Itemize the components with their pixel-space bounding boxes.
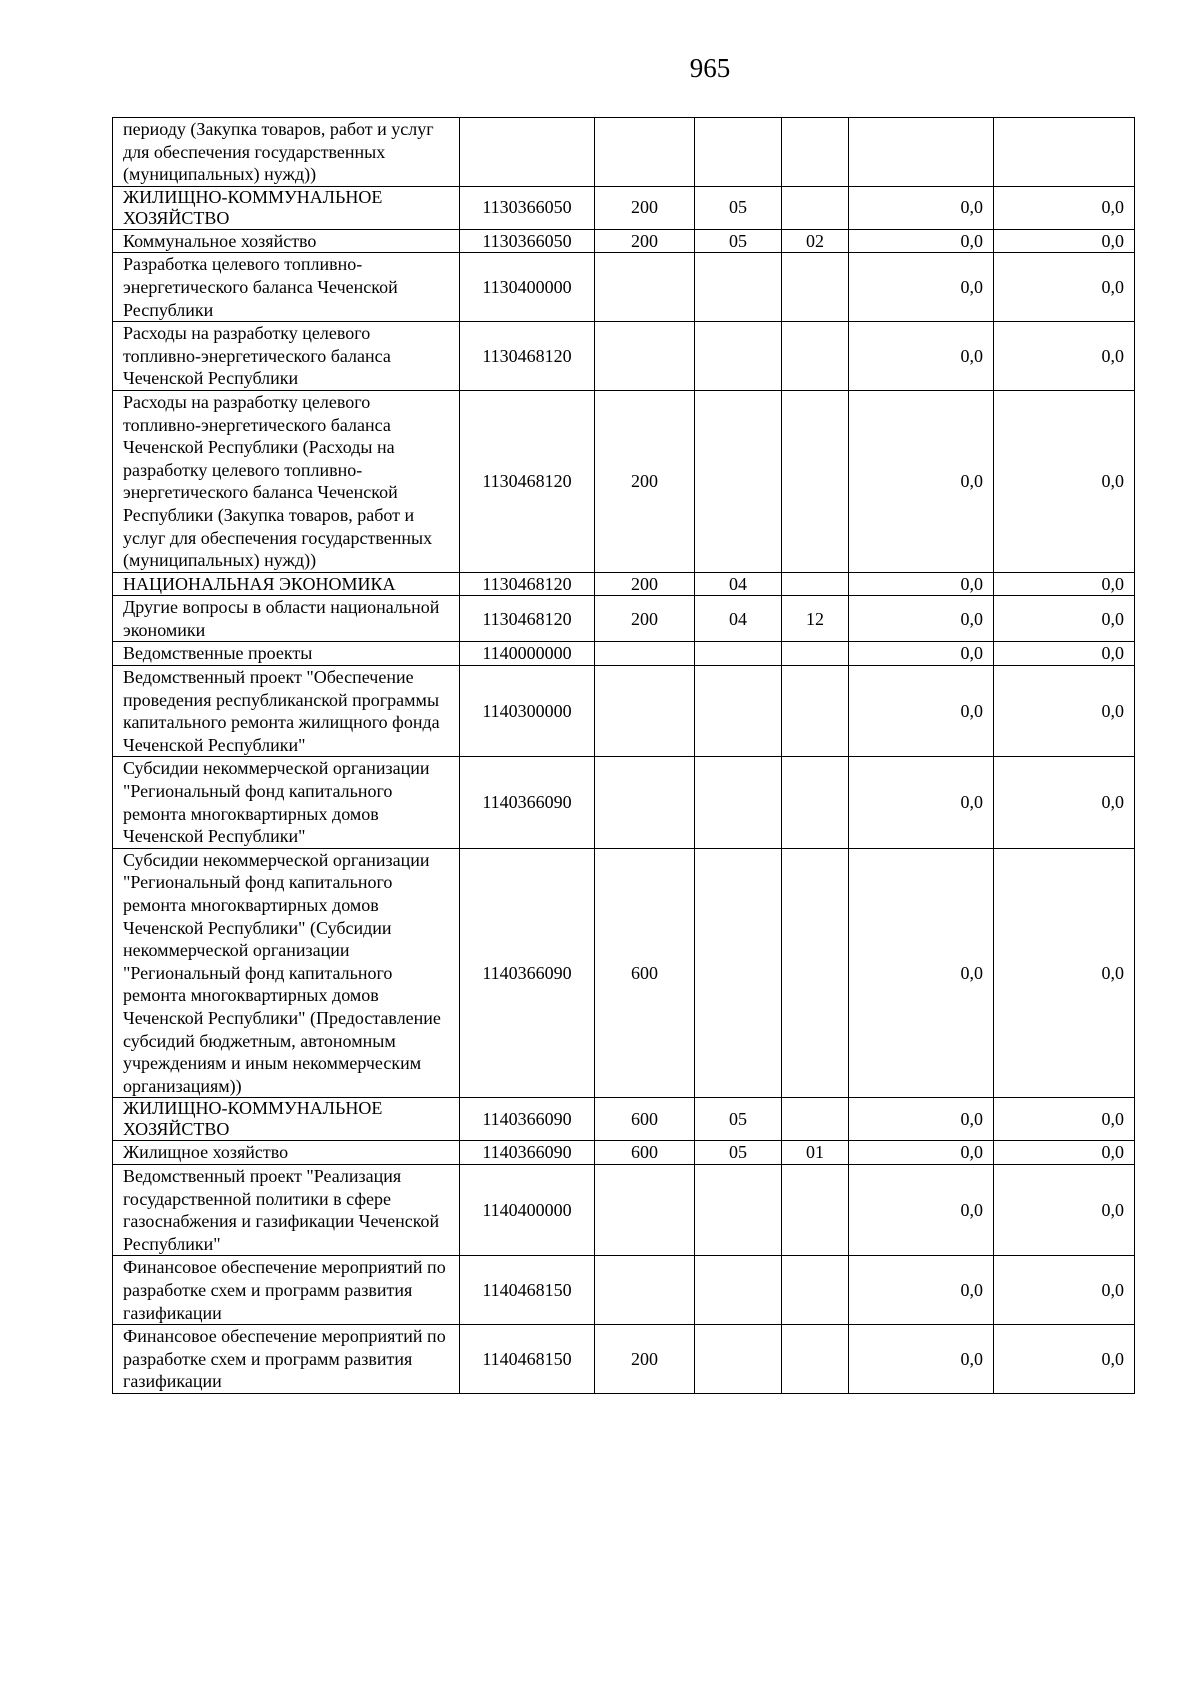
section-cell: 05 [695, 229, 782, 253]
item-name-cell: Финансовое обеспечение мероприятий по разработке схем и программ развития газификации [113, 1325, 460, 1394]
amount-year1-cell: 0,0 [849, 642, 994, 666]
section-cell [695, 118, 782, 187]
item-name-cell: Расходы на разработку целевого топливно-энергетического баланса Чеченской Республики (Расходы на разработку целевого топливно-энергетического баланса Чеченской Республики (Закупка товаров, работ и услуг для обеспечения государственных (муниципальных) нужд)) [113, 390, 460, 572]
subsection-cell [782, 1164, 849, 1255]
target-article-cell: 1130468120 [460, 596, 595, 642]
subsection-cell [782, 186, 849, 229]
item-name-cell: Ведомственный проект "Реализация государственной политики в сфере газоснабжения и газификации Чеченской Республики" [113, 1164, 460, 1255]
item-name-cell: Субсидии некоммерческой организации "Региональный фонд капитального ремонта многоквартирных домов Чеченской Республики" [113, 757, 460, 848]
amount-year2-cell: 0,0 [994, 1141, 1135, 1165]
amount-year2-cell: 0,0 [994, 390, 1135, 572]
amount-year2-cell: 0,0 [994, 666, 1135, 757]
expense-type-cell: 200 [595, 229, 695, 253]
amount-year2-cell: 0,0 [994, 229, 1135, 253]
amount-year1-cell: 0,0 [849, 390, 994, 572]
item-name-cell: НАЦИОНАЛЬНАЯ ЭКОНОМИКА [113, 572, 460, 596]
item-name-cell: Финансовое обеспечение мероприятий по разработке схем и программ развития газификации [113, 1256, 460, 1325]
table-row [113, 253, 1135, 322]
target-article-cell: 1130468120 [460, 572, 595, 596]
expense-type-cell [595, 642, 695, 666]
subsection-cell [782, 848, 849, 1098]
section-cell: 04 [695, 572, 782, 596]
section-cell [695, 1325, 782, 1394]
amount-year2-cell [994, 118, 1135, 187]
amount-year1-cell: 0,0 [849, 572, 994, 596]
section-cell: 05 [695, 1098, 782, 1141]
budget-table [112, 117, 1135, 1394]
table-row [113, 572, 1135, 596]
target-article-cell: 1130400000 [460, 253, 595, 322]
table-body [113, 118, 1135, 1394]
amount-year1-cell: 0,0 [849, 848, 994, 1098]
expense-type-cell: 200 [595, 390, 695, 572]
table-row [113, 186, 1135, 229]
amount-year2-cell: 0,0 [994, 1256, 1135, 1325]
amount-year1-cell: 0,0 [849, 1164, 994, 1255]
subsection-cell [782, 1098, 849, 1141]
amount-year1-cell: 0,0 [849, 253, 994, 322]
expense-type-cell [595, 1256, 695, 1325]
expense-type-cell [595, 322, 695, 391]
expense-type-cell: 600 [595, 848, 695, 1098]
table-row [113, 642, 1135, 666]
amount-year2-cell: 0,0 [994, 1325, 1135, 1394]
table-row [113, 1098, 1135, 1141]
amount-year2-cell: 0,0 [994, 848, 1135, 1098]
amount-year2-cell: 0,0 [994, 596, 1135, 642]
table-row [113, 1141, 1135, 1165]
subsection-cell [782, 390, 849, 572]
section-cell: 04 [695, 596, 782, 642]
expense-type-cell: 200 [595, 186, 695, 229]
target-article-cell: 1130366050 [460, 229, 595, 253]
target-article-cell: 1140468150 [460, 1325, 595, 1394]
amount-year1-cell [849, 118, 994, 187]
amount-year1-cell: 0,0 [849, 186, 994, 229]
section-cell: 05 [695, 1141, 782, 1165]
target-article-cell: 1140366090 [460, 757, 595, 848]
subsection-cell [782, 253, 849, 322]
amount-year2-cell: 0,0 [994, 322, 1135, 391]
amount-year2-cell: 0,0 [994, 572, 1135, 596]
target-article-cell: 1140400000 [460, 1164, 595, 1255]
subsection-cell [782, 1325, 849, 1394]
table-row [113, 596, 1135, 642]
amount-year1-cell: 0,0 [849, 1098, 994, 1141]
target-article-cell: 1140366090 [460, 848, 595, 1098]
expense-type-cell: 200 [595, 572, 695, 596]
table-row [113, 848, 1135, 1098]
target-article-cell: 1130468120 [460, 322, 595, 391]
target-article-cell [460, 118, 595, 187]
item-name-cell: периоду (Закупка товаров, работ и услуг для обеспечения государственных (муниципальных) нужд)) [113, 118, 460, 187]
expense-type-cell: 600 [595, 1098, 695, 1141]
expense-type-cell [595, 1164, 695, 1255]
section-cell [695, 322, 782, 391]
page-number: 965 [689, 53, 731, 83]
subsection-cell: 01 [782, 1141, 849, 1165]
expense-type-cell: 200 [595, 596, 695, 642]
target-article-cell: 1140468150 [460, 1256, 595, 1325]
table-row [113, 229, 1135, 253]
amount-year1-cell: 0,0 [849, 757, 994, 848]
subsection-cell [782, 757, 849, 848]
amount-year2-cell: 0,0 [994, 253, 1135, 322]
expense-type-cell [595, 118, 695, 187]
amount-year1-cell: 0,0 [849, 666, 994, 757]
subsection-cell [782, 322, 849, 391]
amount-year2-cell: 0,0 [994, 642, 1135, 666]
table-row [113, 1325, 1135, 1394]
item-name-cell: ЖИЛИЩНО-КОММУНАЛЬНОЕ ХОЗЯЙСТВО [113, 1098, 460, 1141]
amount-year1-cell: 0,0 [849, 1141, 994, 1165]
table-row [113, 757, 1135, 848]
amount-year2-cell: 0,0 [994, 1164, 1135, 1255]
expense-type-cell [595, 666, 695, 757]
amount-year1-cell: 0,0 [849, 322, 994, 391]
target-article-cell: 1130366050 [460, 186, 595, 229]
item-name-cell: ЖИЛИЩНО-КОММУНАЛЬНОЕ ХОЗЯЙСТВО [113, 186, 460, 229]
item-name-cell: Жилищное хозяйство [113, 1141, 460, 1165]
table-row [113, 666, 1135, 757]
section-cell [695, 666, 782, 757]
table-row [113, 1164, 1135, 1255]
amount-year1-cell: 0,0 [849, 229, 994, 253]
item-name-cell: Разработка целевого топливно-энергетического баланса Чеченской Республики [113, 253, 460, 322]
expense-type-cell: 200 [595, 1325, 695, 1394]
section-cell [695, 390, 782, 572]
target-article-cell: 1140366090 [460, 1098, 595, 1141]
amount-year1-cell: 0,0 [849, 1256, 994, 1325]
subsection-cell [782, 118, 849, 187]
section-cell [695, 848, 782, 1098]
expense-type-cell: 600 [595, 1141, 695, 1165]
subsection-cell: 12 [782, 596, 849, 642]
expense-type-cell [595, 253, 695, 322]
table-row [113, 390, 1135, 572]
item-name-cell: Ведомственные проекты [113, 642, 460, 666]
table-row [113, 322, 1135, 391]
amount-year2-cell: 0,0 [994, 1098, 1135, 1141]
item-name-cell: Субсидии некоммерческой организации "Региональный фонд капитального ремонта многоквартирных домов Чеченской Республики" (Субсидии некоммерческой организации "Региональный фонд капитального ремонта многоквартирных домов Чеченской Республики" (Предоставление субсидий бюджетным, автономным учреждениям и иным некоммерческим организациям)) [113, 848, 460, 1098]
amount-year1-cell: 0,0 [849, 1325, 994, 1394]
target-article-cell: 1140300000 [460, 666, 595, 757]
item-name-cell: Другие вопросы в области национальной экономики [113, 596, 460, 642]
amount-year2-cell: 0,0 [994, 186, 1135, 229]
target-article-cell: 1140366090 [460, 1141, 595, 1165]
subsection-cell: 02 [782, 229, 849, 253]
section-cell: 05 [695, 186, 782, 229]
section-cell [695, 1164, 782, 1255]
table-row [113, 118, 1135, 187]
subsection-cell [782, 572, 849, 596]
item-name-cell: Ведомственный проект "Обеспечение проведения республиканской программы капитального ремонта жилищного фонда Чеченской Республики" [113, 666, 460, 757]
subsection-cell [782, 666, 849, 757]
section-cell [695, 757, 782, 848]
subsection-cell [782, 1256, 849, 1325]
section-cell [695, 253, 782, 322]
amount-year1-cell: 0,0 [849, 596, 994, 642]
item-name-cell: Расходы на разработку целевого топливно-энергетического баланса Чеченской Республики [113, 322, 460, 391]
subsection-cell [782, 642, 849, 666]
table-row [113, 1256, 1135, 1325]
amount-year2-cell: 0,0 [994, 757, 1135, 848]
target-article-cell: 1140000000 [460, 642, 595, 666]
expense-type-cell [595, 757, 695, 848]
target-article-cell: 1130468120 [460, 390, 595, 572]
section-cell [695, 1256, 782, 1325]
section-cell [695, 642, 782, 666]
item-name-cell: Коммунальное хозяйство [113, 229, 460, 253]
